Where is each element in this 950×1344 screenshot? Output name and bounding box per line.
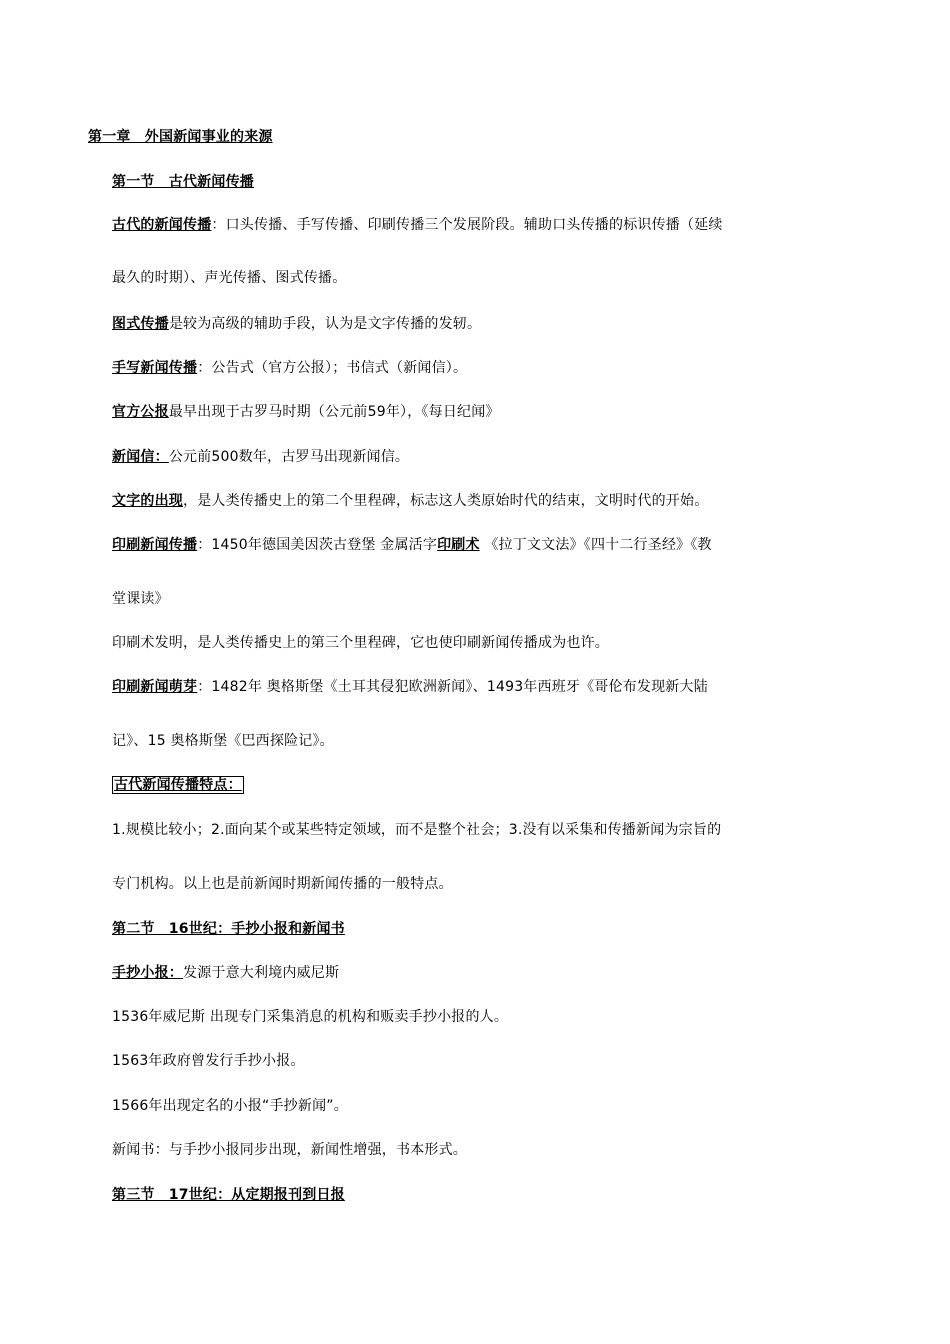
- paragraph-text: 是较为高级的辅助手段，认为是文字传播的发轫。: [168, 316, 482, 332]
- features-title-boxed: 古代新闻传播特点：: [114, 777, 242, 793]
- term-ancient-news: 古代的新闻传播: [112, 217, 212, 233]
- paragraph-text: ：1450年德国美因茨古登堡 金属活字: [197, 537, 438, 553]
- paragraph-news-letter: [112, 447, 409, 467]
- paragraph-text: 最早出现于古罗马时期（公元前59年），《每日纪闻》: [168, 404, 500, 420]
- term-printed-news: 印刷新闻传播: [112, 537, 198, 553]
- paragraph-1563: 1563年政府曾发行手抄小报。: [112, 1053, 305, 1069]
- paragraph-text: ，是人类传播史上的第二个里程碑，标志这人类原始时代的结束，文明时代的开始。: [183, 493, 709, 509]
- paragraph-text: ：1482年 奥格斯堡《土耳其侵犯欧洲新闻》、1493年西班牙《哥伦布发现新大陆: [197, 679, 708, 695]
- term-news-letter: 新闻信：: [112, 449, 169, 465]
- paragraph-continuation: 最久的时期）、声光传播、图式传播。: [112, 270, 347, 286]
- paragraph-news-book: 新闻书：与手抄小报同步出现，新闻性增强，书本形式。: [112, 1142, 467, 1158]
- paragraph-1566: 1566年出现定名的小报“手抄新闻”。: [112, 1098, 348, 1114]
- paragraph-printed-sprout: [112, 677, 708, 697]
- paragraph-handwritten: [112, 358, 467, 378]
- features-title: [112, 775, 244, 795]
- paragraph-text: 《拉丁文文法》《四十二行圣经》《教: [479, 537, 712, 553]
- term-handwritten: 手写新闻传播: [112, 360, 198, 376]
- paragraph-continuation: 堂课读》: [112, 591, 169, 607]
- term-official-gazette: 官方公报: [112, 404, 169, 420]
- paragraph-text: ：口头传播、手写传播、印刷传播三个发展阶段。辅助口头传播的标识传播（延续: [211, 217, 723, 233]
- paragraph-printed-news: [112, 535, 712, 555]
- term-handwritten-newsletter: 手抄小报：: [112, 965, 183, 981]
- paragraph-text: 公元前500数年，古罗马出现新闻信。: [168, 449, 410, 465]
- section-2-title: 第二节 16世纪：手抄小报和新闻书: [112, 921, 345, 937]
- paragraph-writing: [112, 491, 708, 511]
- paragraph-continuation: 记》、15 奥格斯堡《巴西探险记》。: [112, 733, 334, 749]
- chapter-title: 第一章 外国新闻事业的来源: [88, 129, 273, 145]
- paragraph-official-gazette: [112, 402, 500, 422]
- term-printed-sprout: 印刷新闻萌芽: [112, 679, 198, 695]
- paragraph-continuation: 专门机构。以上也是前新闻时期新闻传播的一般特点。: [112, 876, 453, 892]
- paragraph-text: ：公告式（官方公报）；书信式（新闻信）。: [197, 360, 468, 376]
- paragraph-handwritten-newsletter: [112, 963, 339, 983]
- paragraph-features: 1.规模比较小；2.面向某个或某些特定领域，而不是整个社会；3.没有以采集和传播新闻为宗旨的: [112, 822, 722, 838]
- paragraph-printing-milestone: 印刷术发明，是人类传播史上的第三个里程碑，它也使印刷新闻传播成为也许。: [112, 635, 609, 651]
- section-3-title: 第三节 17世纪：从定期报刊到日报: [112, 1187, 345, 1203]
- term-writing: 文字的出现: [112, 493, 183, 509]
- section-1-title: 第一节 古代新闻传播: [112, 174, 254, 190]
- paragraph-text: 发源于意大利境内威尼斯: [183, 965, 340, 981]
- paragraph-1536: 1536年威尼斯 出现专门采集消息的机构和贩卖手抄小报的人。: [112, 1009, 509, 1025]
- paragraph-ancient-news: [112, 215, 723, 235]
- paragraph-pictorial: [112, 314, 481, 334]
- term-printing: 印刷术: [437, 537, 480, 553]
- term-pictorial: 图式传播: [112, 316, 169, 332]
